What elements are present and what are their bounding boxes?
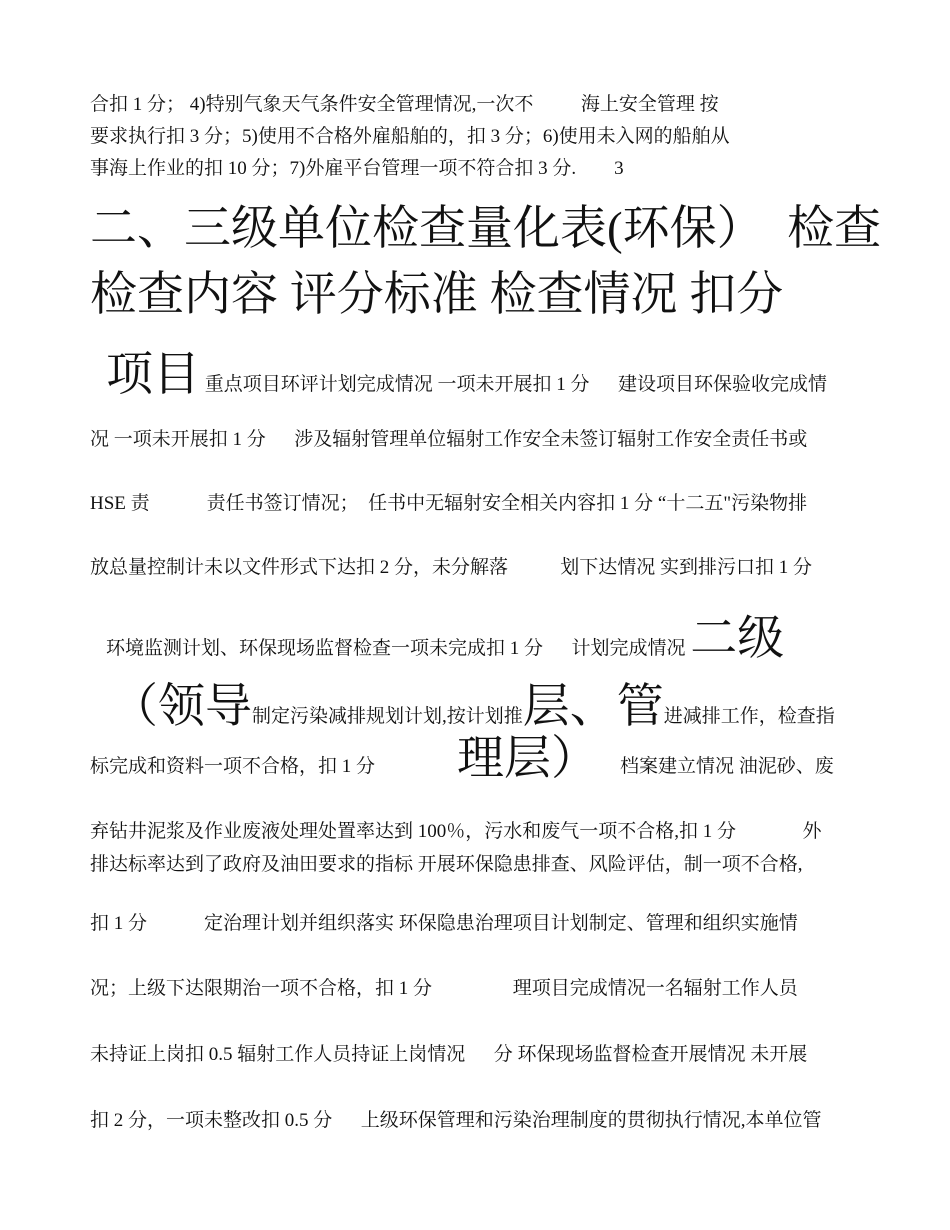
text-line: 况 一项未开展扣 1 分 涉及辐射管理单位辐射工作安全未签订辐射工作安全责任书或 — [90, 429, 808, 450]
section-heading: 检查内容 评分标准 检查情况 扣分 — [90, 269, 784, 321]
text-line: 扣 1 分 定治理计划并组织落实 环保隐患治理项目计划制定、管理和组织实施情 — [90, 913, 798, 934]
text-fragment: 制定污染减排规划计划,按计划推 — [252, 706, 523, 727]
text-line: 未持证上岗扣 0.5 辐射工作人员持证上岗情况 分 环保现场监督检查开展情况 未开展 — [90, 1044, 808, 1065]
large-fragment: （领导 — [111, 681, 252, 733]
text-fragment: 重点项目环评计划完成情况 一项未开展扣 1 分 建设项目环保验收完成情 — [200, 374, 828, 395]
large-fragment: 理层） — [457, 733, 598, 785]
text-line: 事海上作业的扣 10 分；7)外雇平台管理一项不符合扣 3 分. 3 — [90, 158, 624, 179]
heading-fragment: 项目 — [106, 349, 200, 401]
text-line: 扣 2 分，一项未整改扣 0.5 分 上级环保管理和污染治理制度的贯彻执行情况,本单位管 — [90, 1110, 822, 1131]
text-fragment: 档案建立情况 油泥砂、废 — [620, 756, 834, 777]
section-heading: 二、三级单位检查量化表(环保） 检查 — [90, 203, 882, 255]
large-fragment: 二级 — [690, 613, 785, 665]
text-line: 放总量控制计未以文件形式下达扣 2 分，未分解落 划下达情况 实到排污口扣 1 分 — [90, 557, 813, 578]
text-line: 排达标率达到了政府及油田要求的指标 开展环保隐患排查、风险评估，制一项不合格, — [90, 854, 803, 875]
text-fragment: 进减排工作，检查指 — [663, 706, 835, 727]
text-line: 弃钻井泥浆及作业废液处理处置率达到 100％，污水和废气一项不合格,扣 1 分 外 — [90, 821, 822, 842]
text-line: 合扣 1 分； 4)特别气象天气条件安全管理情况,一次不 海上安全管理 按 — [90, 94, 719, 115]
text-fragment: 环境监测计划、环保现场监督检查一项未完成扣 1 分 计划完成情况 — [106, 638, 691, 659]
large-fragment: 层、管 — [522, 681, 664, 733]
text-line: 标完成和资料一项不合格，扣 1 分 — [90, 756, 376, 777]
text-line: 要求执行扣 3 分；5)使用不合格外雇船舶的，扣 3 分；6)使用未入网的船舶从 — [90, 126, 730, 147]
text-line: HSE 责 责任书签订情况； 任书中无辐射安全相关内容扣 1 分 “十二五"污染物排 — [90, 493, 808, 514]
text-line: 况；上级下达限期治一项不合格，扣 1 分 理项目完成情况一名辐射工作人员 — [90, 978, 798, 999]
heading-line-3 — [90, 336, 827, 415]
